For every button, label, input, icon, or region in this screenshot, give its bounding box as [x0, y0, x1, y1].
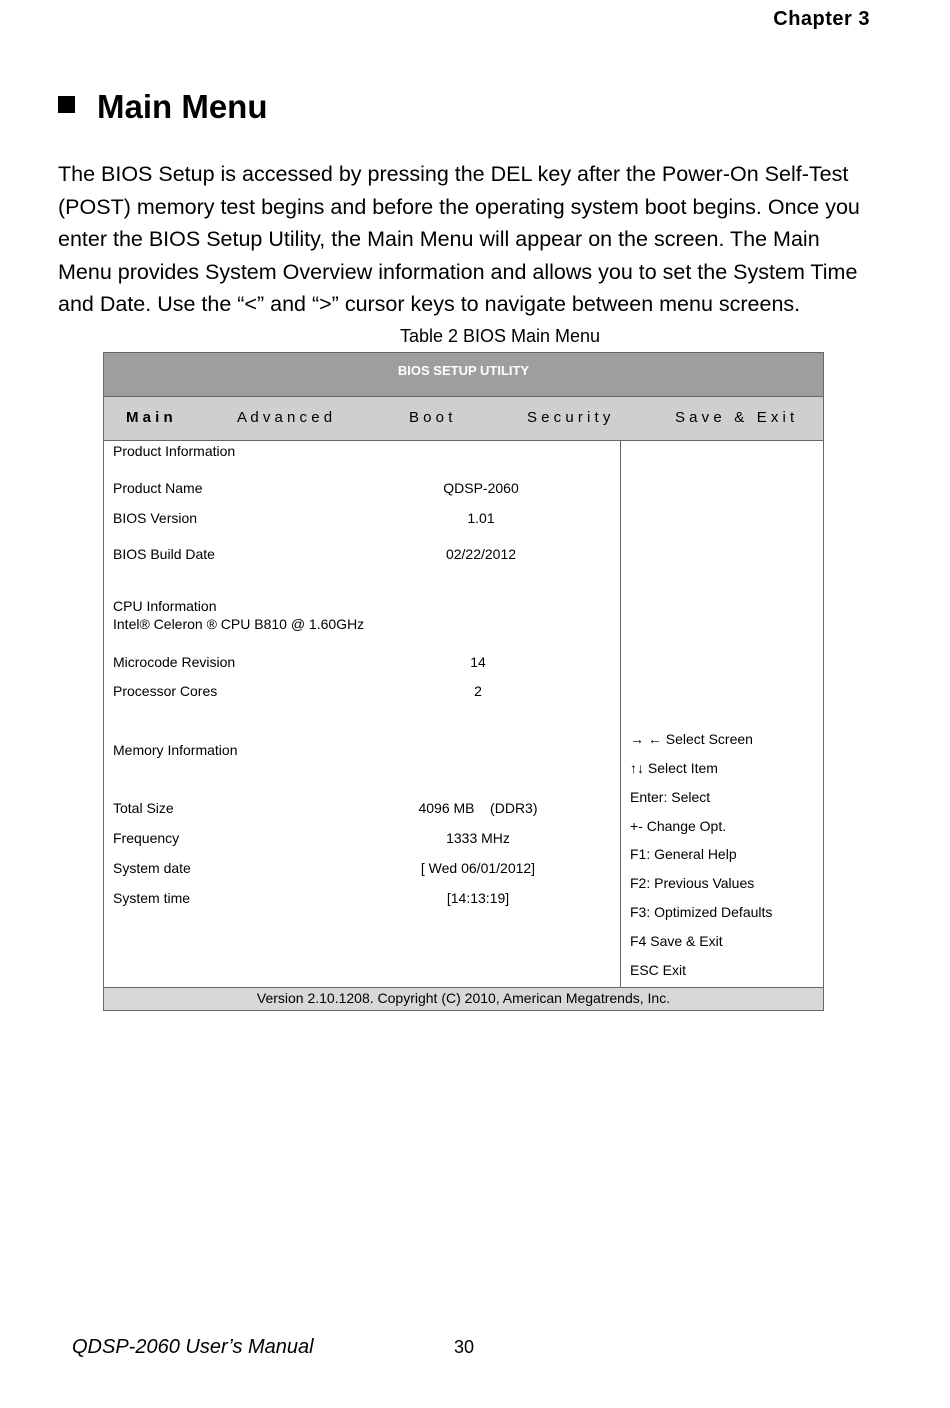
bios-build-date-label: BIOS Build Date — [113, 546, 215, 562]
total-size-label: Total Size — [113, 800, 174, 816]
frequency-value: 1333 MHz — [446, 830, 510, 846]
system-time-label[interactable]: System time — [113, 890, 191, 906]
system-time-value[interactable]: [14:13:19] — [446, 890, 510, 906]
product-name-label: Product Name — [113, 480, 203, 496]
help-f1: F1: General Help — [630, 846, 737, 862]
section-title — [58, 88, 268, 126]
frequency-label: Frequency — [113, 830, 180, 846]
section-title-text: Main Menu — [97, 88, 268, 125]
bios-version-label: BIOS Version — [113, 510, 198, 526]
bios-footer: Version 2.10.1208. Copyright (C) 2010, American Megatrends, Inc. — [104, 987, 823, 1010]
table-caption: Table 2 BIOS Main Menu — [399, 326, 601, 346]
chapter-heading: Chapter 3 — [773, 8, 870, 30]
help-f2: F2: Previous Values — [630, 875, 755, 891]
tab-main[interactable]: M a i n — [126, 409, 173, 426]
bios-build-date-value: 02/22/2012 — [445, 546, 517, 562]
help-f3: F3: Optimized Defaults — [630, 904, 773, 920]
microcode-label: Microcode Revision — [113, 654, 236, 670]
help-change: +- Change Opt. — [630, 818, 727, 834]
bios-body — [104, 441, 823, 990]
bios-title-bar: BIOS SETUP UTILITY — [104, 353, 823, 397]
cpu-info-header: CPU Information — [113, 598, 217, 614]
total-size-value: 4096 MB (DDR3) — [418, 800, 538, 816]
square-bullet-icon — [58, 96, 75, 113]
bios-screen — [103, 352, 824, 1011]
help-select-item: ↑↓ Select Item — [630, 760, 718, 776]
product-info-header: Product Information — [113, 443, 236, 459]
footer-manual-title: QDSP-2060 User’s Manual — [72, 1336, 314, 1358]
tab-advanced[interactable]: A d v a n c e d — [237, 409, 333, 426]
bios-version-value: 1.01 — [467, 510, 495, 526]
intro-paragraph: The BIOS Setup is accessed by pressing the DEL key after the Power-On Self-Test (POST) memory test begins and before the operating system boot begins. Once you enter the BIOS Setup Utility, the Main Menu will appear on the screen. The Main Menu provides System Overview information and allows you to set the System Time and Date. Use the “<” and “>” cursor keys to navigate between menu screens. — [58, 162, 860, 317]
cores-label: Processor Cores — [113, 683, 218, 699]
help-esc: ESC Exit — [630, 962, 687, 978]
help-enter: Enter: Select — [630, 789, 711, 805]
help-f4: F4 Save & Exit — [630, 933, 723, 949]
cores-value: 2 — [474, 683, 482, 699]
microcode-value: 14 — [470, 654, 486, 670]
tab-boot[interactable]: B o o t — [409, 409, 453, 426]
panel-divider — [620, 441, 621, 990]
bios-menu-bar — [104, 397, 823, 441]
system-date-value[interactable]: [ Wed 06/01/2012] — [420, 860, 536, 876]
tab-security[interactable]: S e c u r i t y — [527, 409, 611, 426]
help-select-screen: → ← Select Screen — [630, 731, 753, 747]
tab-save-exit[interactable]: S a v e & E x i t — [675, 409, 795, 426]
page-number: 30 — [454, 1337, 475, 1357]
product-name-value: QDSP-2060 — [443, 480, 519, 496]
cpu-model: Intel® Celeron ® CPU B810 @ 1.60GHz — [113, 616, 365, 632]
memory-info-header: Memory Information — [113, 742, 238, 758]
system-date-label[interactable]: System date — [113, 860, 191, 876]
